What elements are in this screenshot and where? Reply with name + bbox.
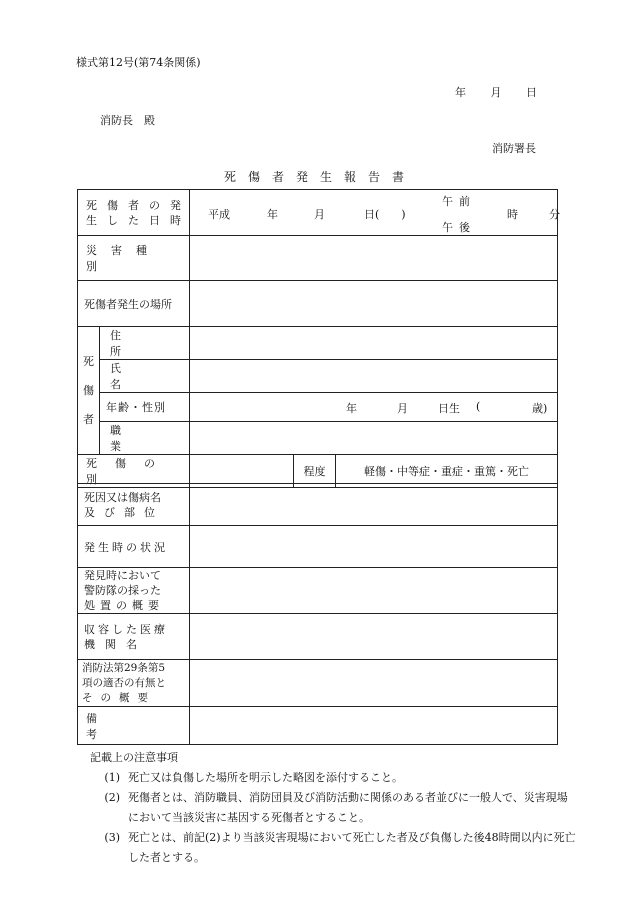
degree-options[interactable]: 軽傷・中等症・重症・重篤・死亡 [336,455,558,488]
row-location [78,281,558,327]
occupation-value[interactable] [190,422,558,455]
row-occupation [78,422,558,455]
row-cause [78,484,558,526]
fire-law-value[interactable] [190,660,558,707]
date-year: 年 [455,86,466,99]
measures-label-line1: 発見時において [84,569,161,582]
casualty-group-label [78,327,100,455]
month-label: 月 [314,207,325,221]
row-age-sex [78,393,558,422]
row-disaster-type [78,236,558,281]
age-sex-value[interactable] [190,393,558,422]
birth-month-label: 月 [397,402,408,415]
notes-section [84,748,578,868]
date-day: 日 [526,86,537,99]
age-close-label: 歳) [532,402,548,415]
row-remarks [78,707,558,745]
note-text: 死亡とは、前記(2)より当該災害現場において死亡した者及び負傷した後48時間以内に死亡した者とする。 [128,831,576,864]
fire-law-label [78,660,190,707]
year-label: 年 [267,207,278,221]
address-label: 住所 [100,327,190,360]
note-number: (3) [104,831,120,844]
degree-label: 程度 [294,455,336,488]
fire-law-label-line3: その概要 [82,691,156,704]
status-label: 死傷の別 [78,455,190,488]
address-value[interactable] [190,327,558,360]
location-label: 死傷者発生の場所 [78,281,190,327]
name-value[interactable] [190,360,558,393]
occupation-label: 職業 [100,422,190,455]
note-text: 死亡又は負傷した場所を明示した略図を添付すること。 [128,771,403,784]
note-item [84,768,578,788]
fire-law-label-line1: 消防法第29条第5 [82,661,166,674]
row-fire-law [78,660,558,707]
am-label: 午前 [442,194,476,208]
era-label: 平成 [208,207,230,221]
pm-label: 午後 [442,220,476,234]
note-item [84,828,578,868]
note-text: 死傷者とは、消防職員、消防団員及び消防活動に関係のある者並びに一般人で、災害現場において当該災害に基因する死傷者とすること。 [128,791,568,824]
remarks-label: 備考 [78,707,190,745]
hospital-label [78,614,190,660]
datetime-label-line2: 生 し た 日 時 [86,213,181,227]
row-hospital [78,614,558,660]
datetime-value[interactable] [190,190,558,236]
age-open-paren: ( [476,400,481,413]
note-item [84,788,578,828]
birth-day-label: 日生 [438,402,460,415]
casualty-group-text: 死傷者 [83,355,94,426]
age-sex-label: 年齢・性別 [100,393,190,422]
cause-label-line2: 及び部位 [84,505,164,519]
row-name [78,360,558,393]
measures-value[interactable] [190,568,558,614]
row-address [78,327,558,360]
cause-value[interactable] [190,484,558,526]
note-number: (1) [104,771,120,784]
situation-label: 発生時の状況 [78,526,190,568]
report-date [455,84,537,100]
name-label: 氏名 [100,360,190,393]
cause-label [78,484,190,526]
datetime-label [78,190,190,236]
measures-label-line3: 処置の概要 [84,599,164,612]
sender: 消防署長 [492,142,536,155]
minute-label: 分 [549,207,560,221]
date-month: 月 [490,86,502,99]
disaster-type-label: 災害種別 [78,236,190,281]
measures-label-line2: 警防隊の採った [84,584,161,597]
row-datetime [78,190,558,236]
hour-label: 時 [507,207,518,221]
form-number: 様式第12号(第74条関係) [76,56,201,69]
cause-label-line1: 死因又は傷病名 [84,490,161,504]
hospital-label-line2: 機関名 [84,637,147,651]
page-title: 死 傷 者 発 生 報 告 書 [224,170,405,184]
casualty-info-table [77,189,558,488]
birth-year-label: 年 [346,402,357,415]
notes-heading: 記載上の注意事項 [90,751,178,764]
disaster-type-value[interactable] [190,236,558,281]
row-measures [78,568,558,614]
fire-law-label-line2: 項の適否の有無と [82,676,166,689]
row-situation [78,526,558,568]
hospital-label-line1: 収容した医療 [84,622,168,636]
addressee: 消防長 殿 [100,114,155,127]
measures-label [78,568,190,614]
hospital-value[interactable] [190,614,558,660]
situation-value[interactable] [190,526,558,568]
day-label: 日( ) [364,207,406,221]
remarks-value[interactable] [190,707,558,745]
location-value[interactable] [190,281,558,327]
note-number: (2) [104,791,120,804]
details-table [77,483,558,745]
datetime-label-line1: 死 傷 者 の 発 [86,198,181,212]
